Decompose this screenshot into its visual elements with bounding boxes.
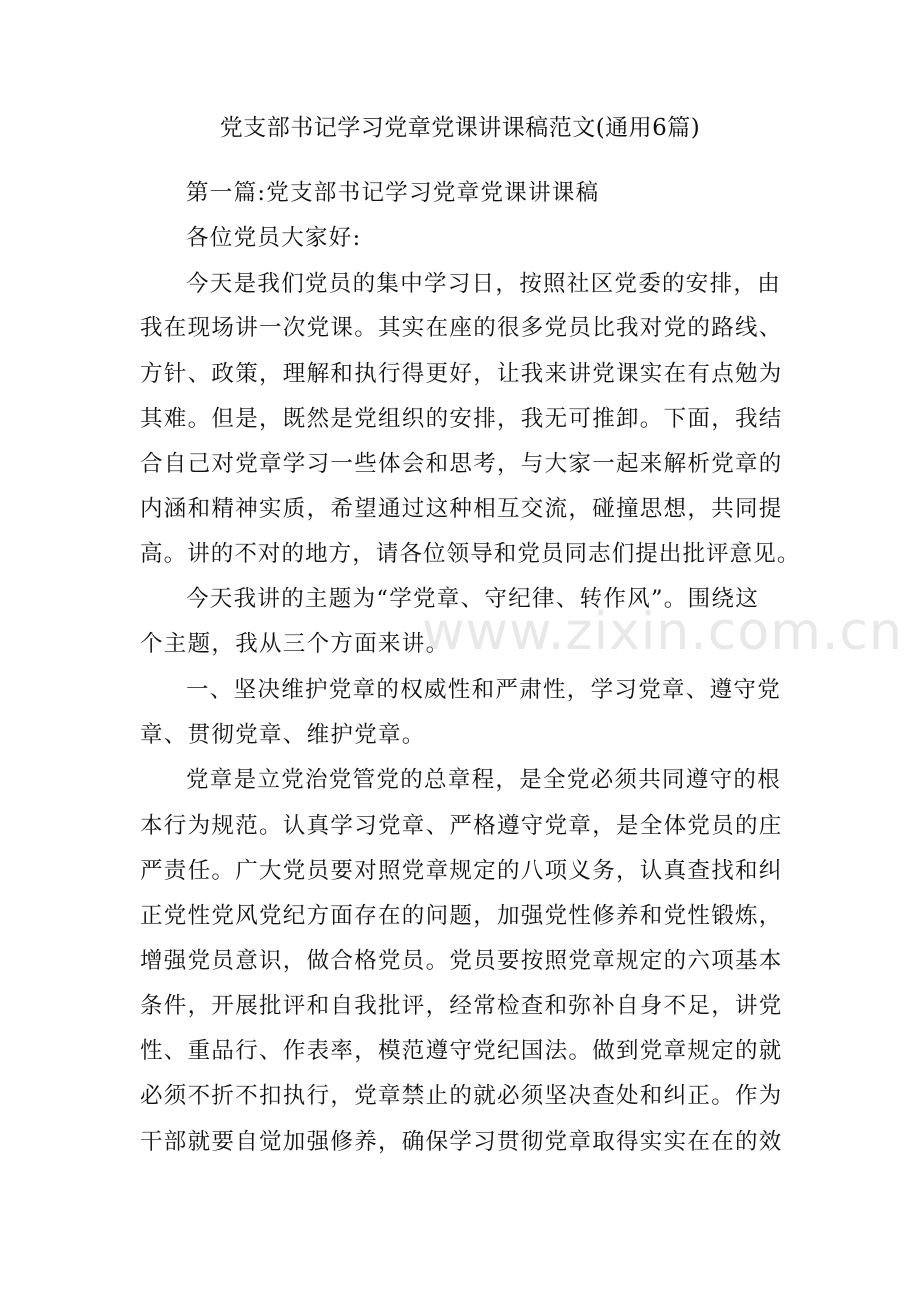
paragraph-line: 一、坚决维护党章的权威性和严肃性，学习党章、遵守党 <box>186 677 782 703</box>
section-heading: 第一篇:党支部书记学习党章党课讲课稿 <box>186 180 600 206</box>
paragraph-line: 条件，开展批评和自我批评，经常检查和弥补自身不足，讲党 <box>140 993 783 1019</box>
paragraph-line: 今天我讲的主题为“学党章、守纪律、转作风”。围绕这 <box>186 586 760 612</box>
paragraph-line: 正党性党风党纪方面存在的问题，加强党性修养和党性锻炼， <box>140 903 783 929</box>
paragraph-line: 严责任。广大党员要对照党章规定的八项义务，认真查找和纠 <box>140 858 783 884</box>
paragraph-line: 其难。但是，既然是党组织的安排，我无可推卸。下面，我结 <box>140 406 783 432</box>
greeting: 各位党员大家好: <box>186 225 362 251</box>
paragraph-line: 本行为规范。认真学习党章、严格遵守党章，是全体党员的庄 <box>140 813 783 839</box>
paragraph-line: 今天是我们党员的集中学习日，按照社区党委的安排，由 <box>186 271 782 297</box>
paragraph-line: 合自己对党章学习一些体会和思考，与大家一起来解析党章的 <box>140 451 783 477</box>
paragraph-line: 内涵和精神实质，希望通过这种相互交流，碰撞思想，共同提 <box>140 496 783 522</box>
paragraph-line: 党章是立党治党管党的总章程，是全党必须共同遵守的根 <box>186 767 782 793</box>
paragraph-line: 干部就要自觉加强修养，确保学习贯彻党章取得实实在在的效 <box>140 1129 783 1155</box>
paragraph-line: 必须不折不扣执行，党章禁止的就必须坚决查处和纠正。作为 <box>140 1083 783 1109</box>
document-title: 党支部书记学习党章党课讲课稿范文(通用6篇) <box>219 115 701 141</box>
paragraph-line: 增强党员意识，做合格党员。党员要按照党章规定的六项基本 <box>140 948 783 974</box>
paragraph-line: 个主题，我从三个方面来讲。 <box>140 631 450 657</box>
paragraph-line: 高。讲的不对的地方，请各位领导和党员同志们提出批评意见。 <box>140 541 801 567</box>
paragraph-line: 性、重品行、作表率，模范遵守党纪国法。做到党章规定的就 <box>140 1038 783 1064</box>
watermark: www.zixin.com.cn <box>422 602 903 662</box>
paragraph-line: 章、贯彻党章、维护党章。 <box>140 722 426 748</box>
paragraph-line: 我在现场讲一次党课。其实在座的很多党员比我对党的路线、 <box>140 315 783 341</box>
paragraph-line: 方针、政策，理解和执行得更好，让我来讲党课实在有点勉为 <box>140 361 783 387</box>
